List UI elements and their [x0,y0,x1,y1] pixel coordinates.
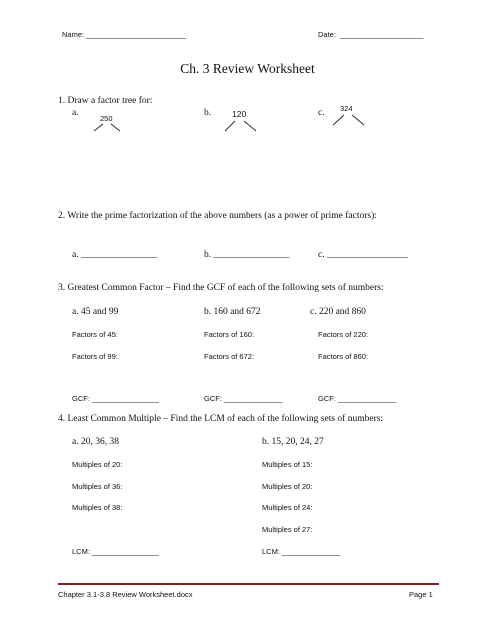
q3-b-set: b. 160 and 672 [204,307,261,317]
q3-b-factors-1: Factors of 160: [204,330,255,339]
q2-c-blank[interactable]: c. _________________ [318,250,408,260]
q4-b-lcm-blank[interactable]: LCM: ______________ [262,547,341,556]
q4-b-multiples-1: Multiples of 15: [262,460,313,469]
q3-b-gcf-blank[interactable]: GCF: ______________ [204,394,283,403]
q3-c-set: c. 220 and 860 [310,307,366,317]
q4-b-multiples-4: Multiples of 27: [262,525,313,534]
q1-b-label: b. [204,108,212,118]
q4-a-set: a. 20, 36, 38 [72,437,119,447]
q3-b-factors-2: Factors of 672: [204,352,255,361]
tree-b-left-branch [225,121,235,131]
q3-prompt: 3. Greatest Common Factor – Find the GCF of each of the following sets of numbers: [58,283,384,293]
tree-c-right-branch [352,115,364,125]
q4-a-multiples-1: Multiples of 20: [72,460,123,469]
q1-c-label: c. [318,108,325,118]
footer-page-number: Page 1 [409,590,433,599]
q1-prompt: 1. Draw a factor tree for: [58,96,153,106]
q1-b-number: 120 [232,109,247,119]
q4-a-multiples-3: Multiples of 38: [72,503,123,512]
footer-filename: Chapter 3.1-3.8 Review Worksheet.docx [58,590,193,599]
name-label: Name: [62,30,85,39]
date-label: Date: [318,30,336,39]
q4-b-multiples-3: Multiples of 24: [262,503,313,512]
q2-b-blank[interactable]: b. ________________ [204,250,290,260]
q3-a-factors-1: Factors of 45: [72,330,118,339]
q3-c-factors-1: Factors of 220: [318,330,369,339]
q4-prompt: 4. Least Common Multiple – Find the LCM of each of the following sets of numbers: [58,414,384,424]
q3-a-gcf-blank[interactable]: GCF: ________________ [72,394,159,403]
q2-a-blank[interactable]: a. ________________ [72,250,157,260]
q3-a-factors-2: Factors of 99: [72,352,118,361]
tree-a-left-branch [94,124,103,131]
tree-c-left-branch [333,115,344,125]
tree-a-right-branch [111,124,120,131]
q1-a-number: 250 [100,114,113,123]
date-field[interactable]: ____________________ [340,30,424,39]
name-field[interactable]: ________________________ [86,30,187,39]
q4-a-lcm-blank[interactable]: LCM: ________________ [72,547,159,556]
q1-c-number: 324 [340,104,353,113]
q4-a-multiples-2: Multiples of 36: [72,482,123,491]
page-title: Ch. 3 Review Worksheet [180,61,315,76]
q3-c-gcf-blank[interactable]: GCF: ______________ [318,394,397,403]
q4-b-set: b. 15, 20, 24, 27 [262,437,324,447]
q1-a-label: a. [72,108,79,118]
q3-a-set: a. 45 and 99 [72,307,119,317]
q2-prompt: 2. Write the prime factorization of the above numbers (as a power of prime factors): [58,211,377,221]
q4-b-multiples-2: Multiples of 20: [262,482,313,491]
footer-divider [58,583,439,585]
tree-b-right-branch [244,121,256,131]
q3-c-factors-2: Factors of 860: [318,352,369,361]
